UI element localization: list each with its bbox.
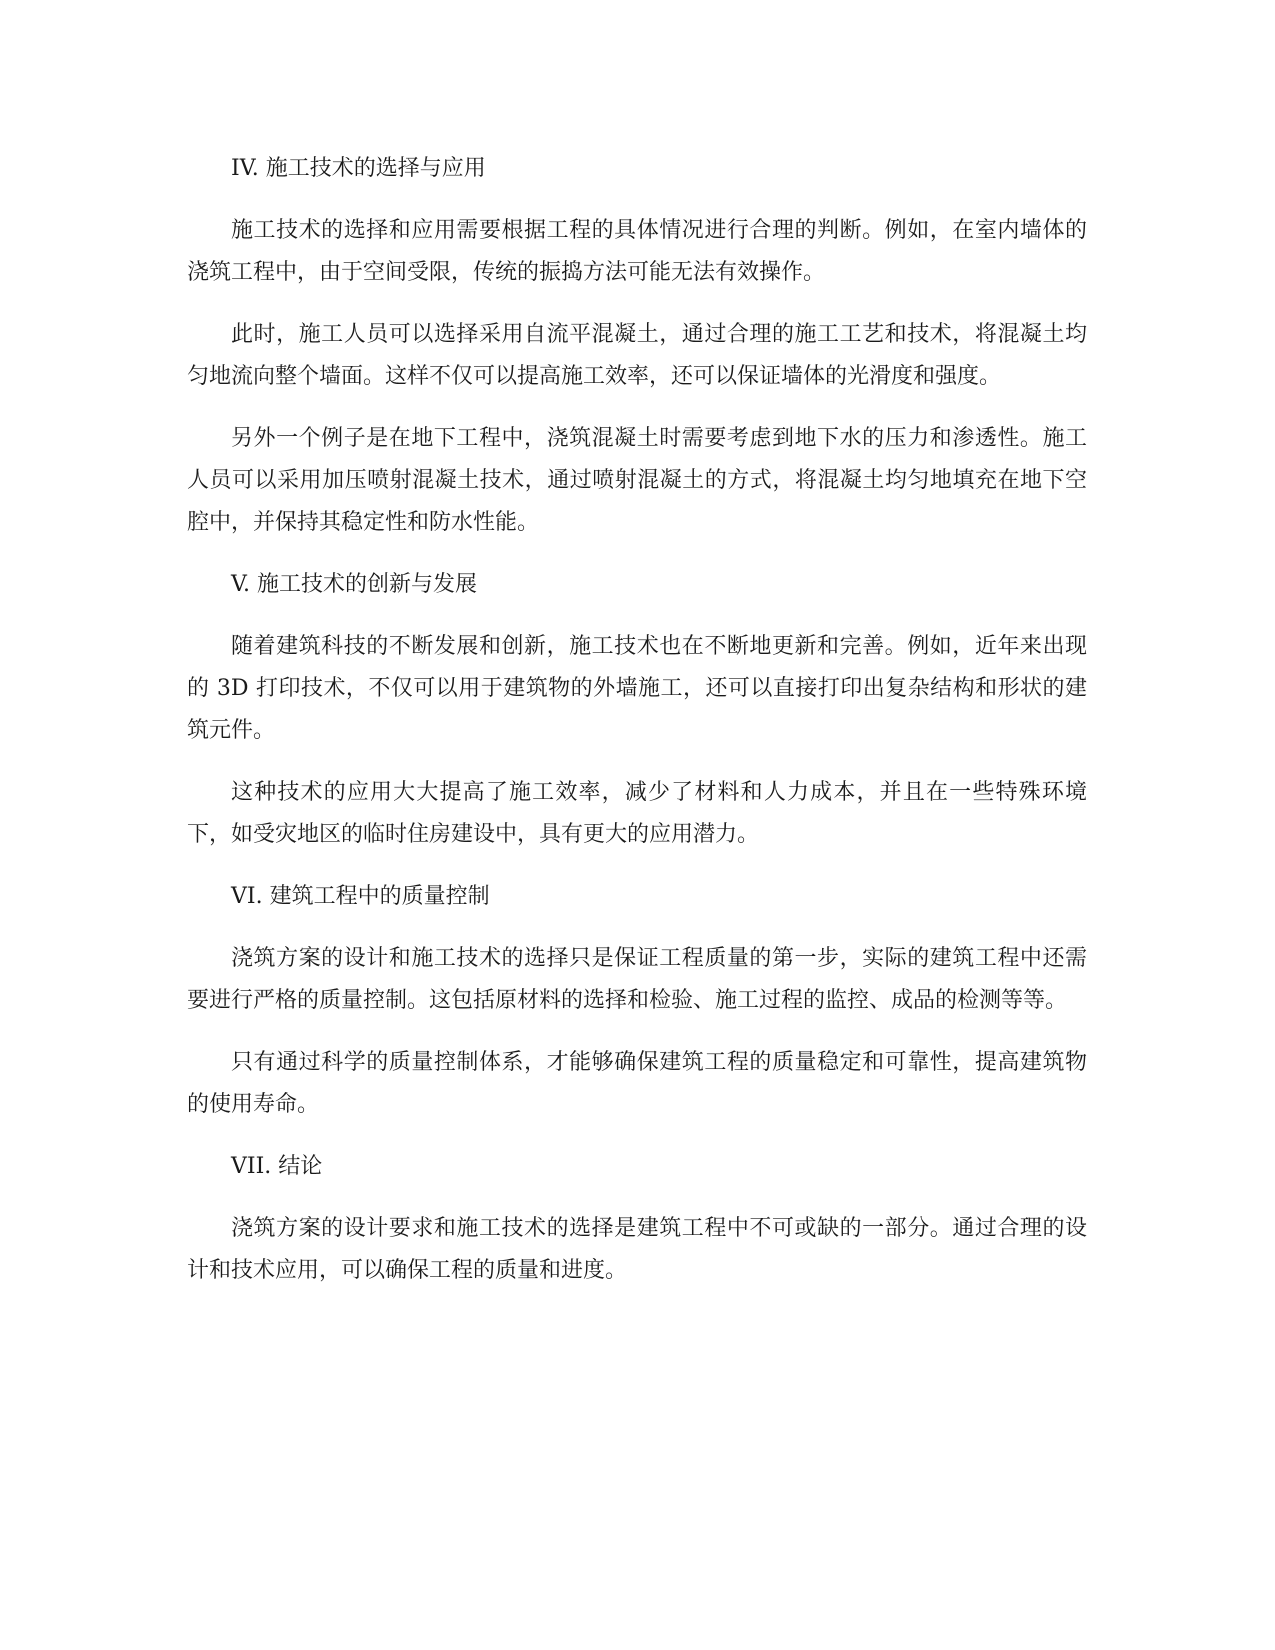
- paragraph: 这种技术的应用大大提高了施工效率，减少了材料和人力成本，并且在一些特殊环境下，如受灾地区的临时住房建设中，具有更大的应用潜力。: [187, 780, 1087, 847]
- paragraph: 浇筑方案的设计和施工技术的选择只是保证工程质量的第一步，实际的建筑工程中还需要进行严格的质量控制。这包括原材料的选择和检验、施工过程的监控、成品的检测等等。: [187, 946, 1087, 1013]
- document-body: [187, 148, 1087, 1312]
- paragraph: 只有通过科学的质量控制体系，才能够确保建筑工程的质量稳定和可靠性，提高建筑物的使用寿命。: [187, 1050, 1087, 1117]
- paragraph: 浇筑方案的设计要求和施工技术的选择是建筑工程中不可或缺的一部分。通过合理的设计和技术应用，可以确保工程的质量和进度。: [187, 1216, 1087, 1283]
- paragraph: 此时，施工人员可以选择采用自流平混凝土，通过合理的施工工艺和技术，将混凝土均匀地流向整个墙面。这样不仅可以提高施工效率，还可以保证墙体的光滑度和强度。: [187, 322, 1087, 389]
- section-heading-iv: IV. 施工技术的选择与应用: [231, 156, 486, 181]
- paragraph: 随着建筑科技的不断发展和创新，施工技术也在不断地更新和完善。例如，近年来出现的 3D 打印技术，不仅可以用于建筑物的外墙施工，还可以直接打印出复杂结构和形状的建筑元件。: [187, 634, 1087, 743]
- section-heading-vii: VII. 结论: [231, 1154, 323, 1179]
- section-heading-v: V. 施工技术的创新与发展: [231, 572, 478, 597]
- section-heading-vi: VI. 建筑工程中的质量控制: [231, 884, 490, 909]
- paragraph: 施工技术的选择和应用需要根据工程的具体情况进行合理的判断。例如，在室内墙体的浇筑工程中，由于空间受限，传统的振捣方法可能无法有效操作。: [187, 218, 1087, 285]
- paragraph: 另外一个例子是在地下工程中，浇筑混凝土时需要考虑到地下水的压力和渗透性。施工人员可以采用加压喷射混凝土技术，通过喷射混凝土的方式，将混凝土均匀地填充在地下空腔中，并保持其稳定性和防水性能。: [187, 426, 1087, 535]
